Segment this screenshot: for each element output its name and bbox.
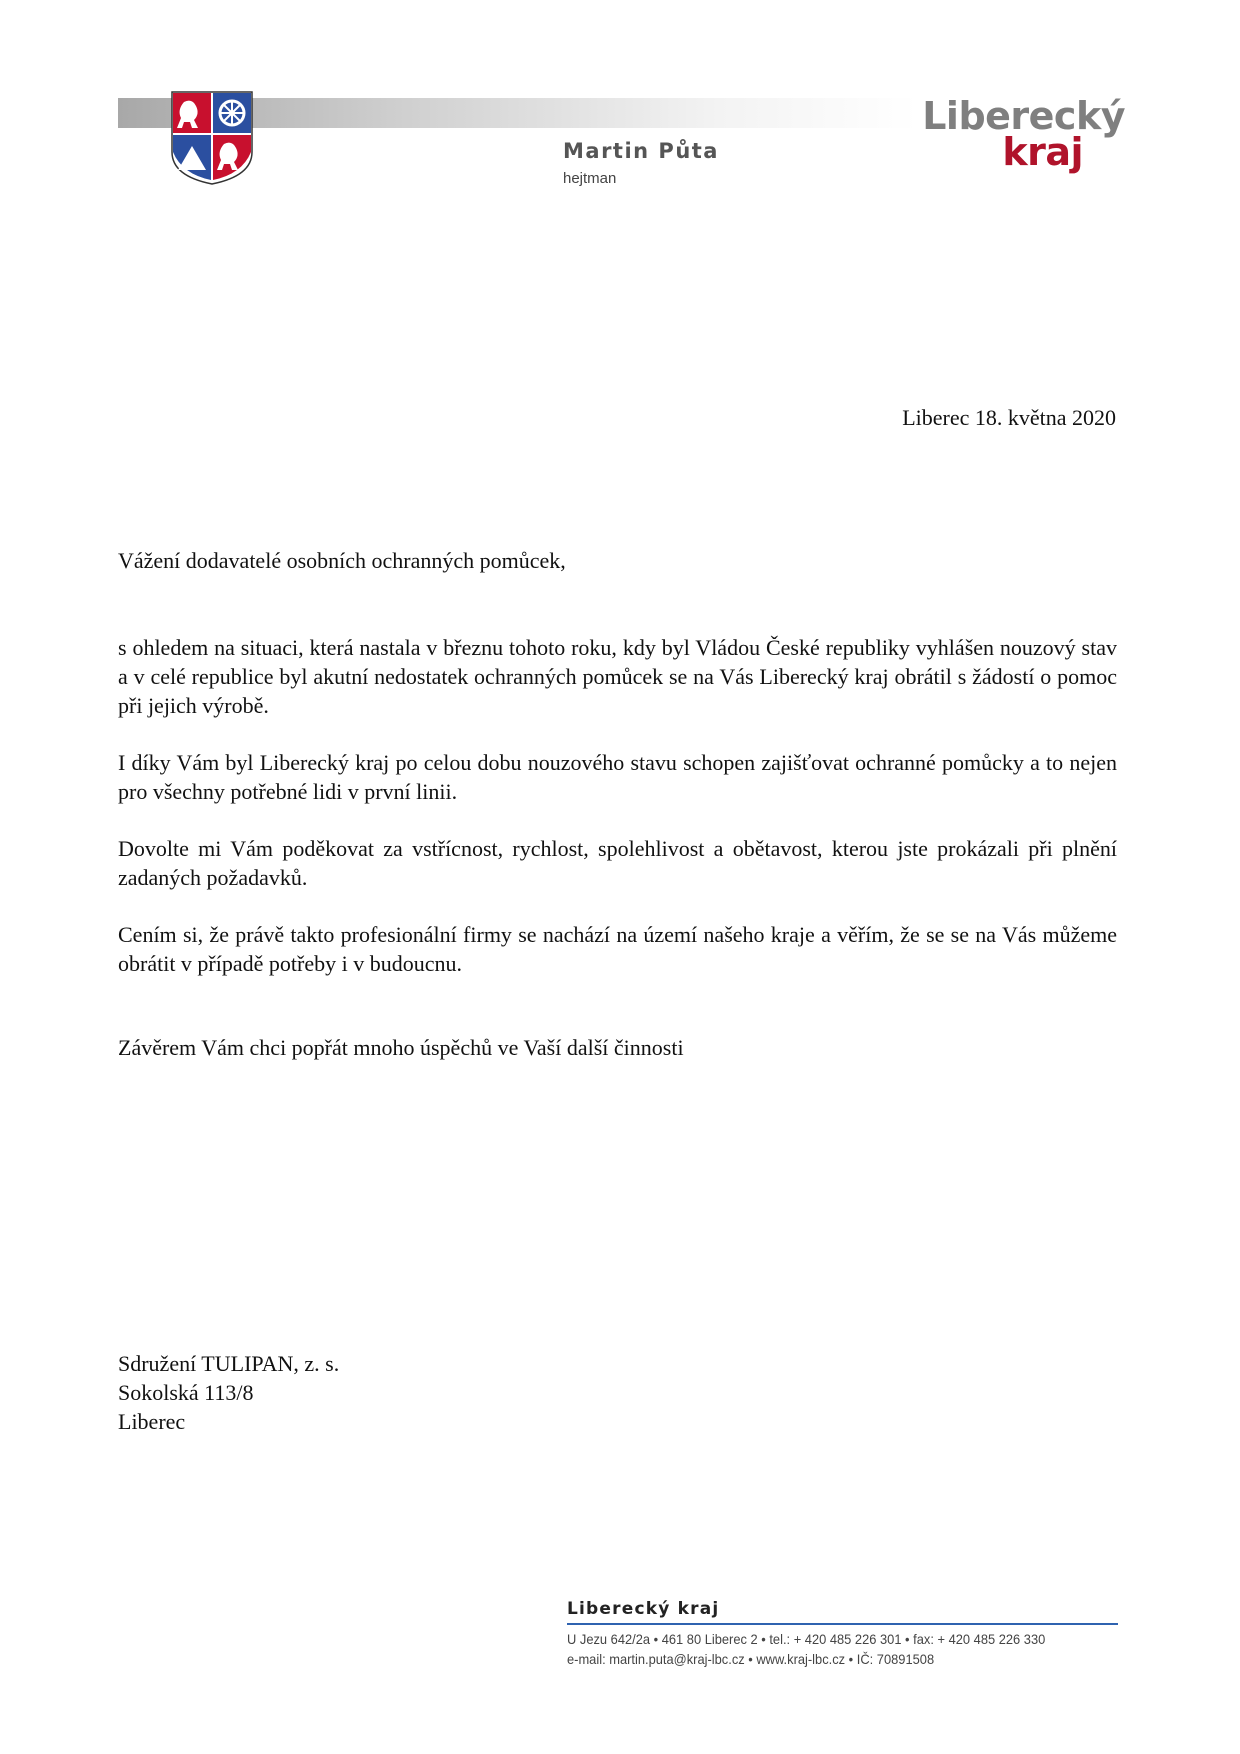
letter-date: Liberec 18. května 2020 xyxy=(902,405,1116,430)
sender-role: hejtman xyxy=(563,170,617,187)
sender-name: Martin Půta xyxy=(563,139,719,163)
coat-of-arms-icon xyxy=(170,90,254,186)
recipient-name: Sdružení TULIPAN, z. s. xyxy=(118,1351,340,1376)
recipient-city: Liberec xyxy=(118,1409,186,1434)
paragraph: I díky Vám byl Liberecký kraj po celou dobu nouzového stavu schopen zajišťovat ochranné pomůcky a to nejen pro všechny potřebné lidi v první linii. xyxy=(118,750,1117,804)
footer-org-name: Liberecký kraj xyxy=(567,1599,720,1619)
paragraph: Cením si, že právě takto profesionální firmy se nachází na území našeho kraje a věřím, že se se na Vás můžeme obrátit v případě potřeby i v budoucnu. xyxy=(118,922,1117,976)
footer-contact-line: U Jezu 642/2a • 461 80 Liberec 2 • tel.: + 420 485 226 301 • fax: + 420 485 226 330 xyxy=(567,1631,1046,1647)
recipient-address xyxy=(118,1349,339,1436)
closing-paragraph: Závěrem Vám chci popřát mnoho úspěchů ve Vaší další činnosti xyxy=(118,1035,684,1060)
footer-divider xyxy=(567,1623,1118,1625)
paragraph: s ohledem na situaci, která nastala v březnu tohoto roku, kdy byl Vládou České republiky vyhlášen nouzový stav a v celé republice byl akutní nedostatek ochranných pomůcek se na Vás Liberecký kraj obrátil s žádostí o pomoc při jejich výrobě. xyxy=(118,635,1117,718)
salutation: Vážení dodavatelé osobních ochranných pomůcek, xyxy=(118,548,566,573)
logo-text-kraj: kraj xyxy=(1002,130,1083,174)
footer-contact-line: e-mail: martin.puta@kraj-lbc.cz • www.kraj-lbc.cz • IČ: 70891508 xyxy=(567,1651,935,1667)
paragraph: Dovolte mi Vám poděkovat za vstřícnost, rychlost, spolehlivost a obětavost, kterou jste prokázali při plnění zadaných požadavků. xyxy=(118,836,1117,890)
logo-text-liberecky: Liberecký xyxy=(922,94,1125,138)
recipient-street: Sokolská 113/8 xyxy=(118,1380,254,1405)
